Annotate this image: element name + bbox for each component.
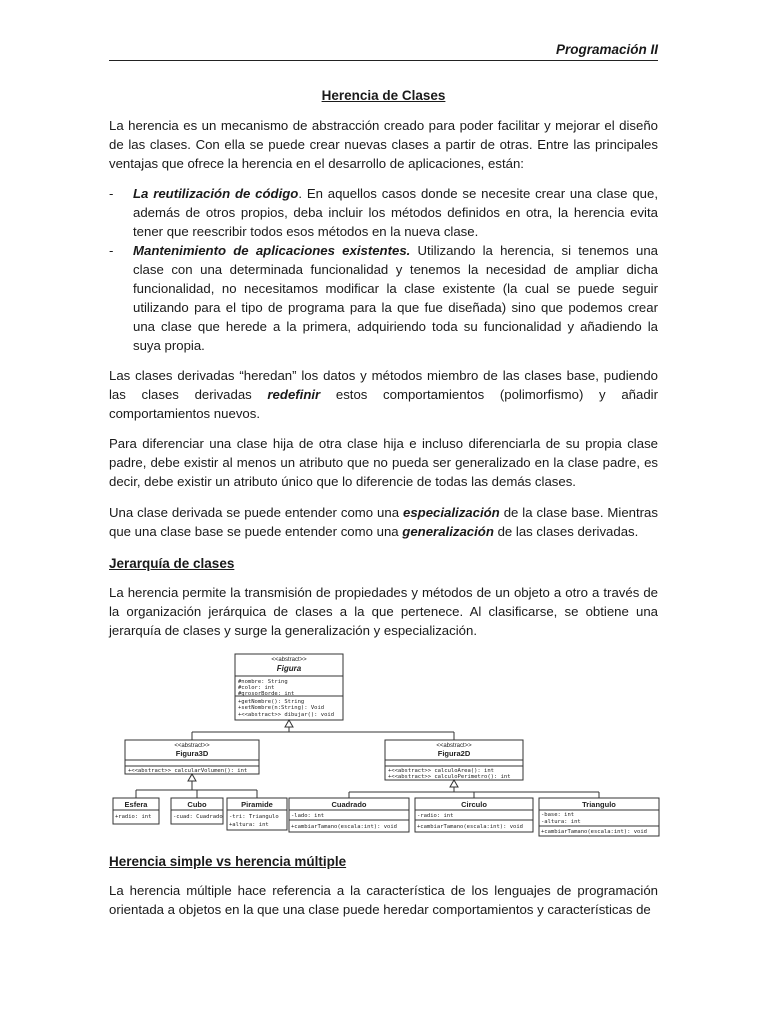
uml-class-diagram	[109, 650, 661, 840]
uml-stereotype: <<abstract>>	[436, 743, 472, 749]
hierarchy-paragraph: La herencia permite la transmisión de propiedades y métodos de un objeto a otro a través de la organización jerárquica de clases a la que pertenece. Al clasificarse, se obtiene una jerarquía de clases y surge la generalización y especialización.	[109, 585, 658, 638]
uml-attribute: +radio: int	[115, 814, 152, 820]
uml-attribute: -base: int	[541, 812, 575, 818]
uml-attribute: #grosorBorde: int	[238, 691, 295, 697]
uml-class-name: Triangulo	[582, 800, 616, 809]
differentiation-paragraph: Para diferenciar una clase hija de otra clase hija e incluso diferenciarla de su propia clase padre, debe existir al menos un atributo que no pueda ser generalizado en la clase padre, es decir, debe existir un atributo único que lo diferencie de todas las demás clases.	[109, 436, 658, 489]
uml-stereotype: <<abstract>>	[271, 657, 307, 663]
header-title: Programación II	[555, 42, 658, 57]
uml-operation: +setNombre(n:String): Void	[238, 705, 325, 711]
uml-attribute: +altura: int	[229, 822, 269, 828]
document-title: Herencia de Clases	[321, 88, 446, 103]
uml-operation: +<<abstract>> calcularVolumen(): int	[128, 768, 248, 774]
uml-operation: +cambiarTamano(escala:int): void	[541, 829, 647, 835]
list-item: - Mantenimiento de aplicaciones existentes. Utilizando la herencia, si tenemos una clase con una determinada funcionalidad y tenemos la necesidad de ampliar dicha funcionalidad, no necesitamos modificar la clase existente (la cual se puede seguir utilizando para el tipo de programa para la que fue diseñada) sino que podemos crear una clase que herede a la primera, adquiriendo toda su funcionalidad y añadiendo la suya propia.	[109, 243, 659, 353]
multiple-inheritance-paragraph: La herencia múltiple hace referencia a la característica de los lenguajes de programación orientada a objetos en la que una clase puede heredar comportamientos y características de	[109, 883, 658, 917]
uml-operation: +<<abstract>> calculoPerimetro(): int	[388, 774, 511, 780]
uml-operation: +<<abstract>> dibujar(): void	[238, 712, 335, 718]
uml-attribute: #nombre: String	[238, 679, 288, 685]
uml-attribute: -cuad: Cuadrado	[173, 814, 223, 820]
specialization-paragraph: Una clase derivada se puede entender como una especialización de la clase base. Mientras que una clase base se puede entender como una generalización de las clases derivadas.	[109, 505, 658, 539]
uml-class-name: Esfera	[124, 800, 148, 809]
derived-classes-paragraph: Las clases derivadas “heredan” los datos y métodos miembro de las clases base, pudiendo las clases derivadas redefinir estos comportamientos (polimorfismo) y añadir comportamientos nuevos.	[109, 368, 658, 421]
uml-attribute: -radio: int	[417, 813, 454, 819]
uml-attribute: -tri: Triangulo	[229, 814, 279, 820]
uml-operation: +getNombre(): String	[238, 699, 305, 705]
uml-operation: +<<abstract>> calculoArea(): int	[388, 768, 494, 774]
section-heading-class-hierarchy: Jerarquía de clases	[109, 556, 235, 571]
uml-class-name: Cubo	[187, 800, 207, 809]
page-header	[109, 40, 658, 61]
uml-attribute: -lado: int	[291, 813, 325, 819]
uml-operation: +cambiarTamano(escala:int): void	[291, 824, 397, 830]
uml-class-name: Figura3D	[175, 749, 209, 758]
uml-class-name: Figura	[276, 664, 302, 673]
uml-diagram-svg	[109, 650, 661, 840]
uml-class-name: Piramide	[241, 800, 273, 809]
section-heading-simple-vs-multiple: Herencia simple vs herencia múltiple	[109, 854, 347, 869]
uml-attribute: -altura: int	[541, 819, 581, 825]
list-item: - La reutilización de código. En aquellos casos donde se necesite crear una clase que, además de otros propios, deba incluir los métodos definidos en otra, la herencia evita tener que reescribir todos esos métodos en la nueva clase.	[109, 186, 658, 239]
uml-class-name: Circulo	[461, 800, 487, 809]
uml-class-name: Figura2D	[437, 749, 471, 758]
uml-stereotype: <<abstract>>	[174, 743, 210, 749]
intro-paragraph: La herencia es un mecanismo de abstracción creado para poder facilitar y mejorar el diseño de las clases. Con ella se puede crear nuevas clases a partir de otras. Entre las principales ventajas que ofrece la herencia en el desarrollo de aplicaciones, están:	[109, 118, 658, 171]
advantages-list	[109, 184, 658, 355]
uml-operation: +cambiarTamano(escala:int): void	[417, 824, 523, 830]
uml-class-name: Cuadrado	[331, 800, 367, 809]
uml-attribute: #color: int	[238, 685, 275, 691]
